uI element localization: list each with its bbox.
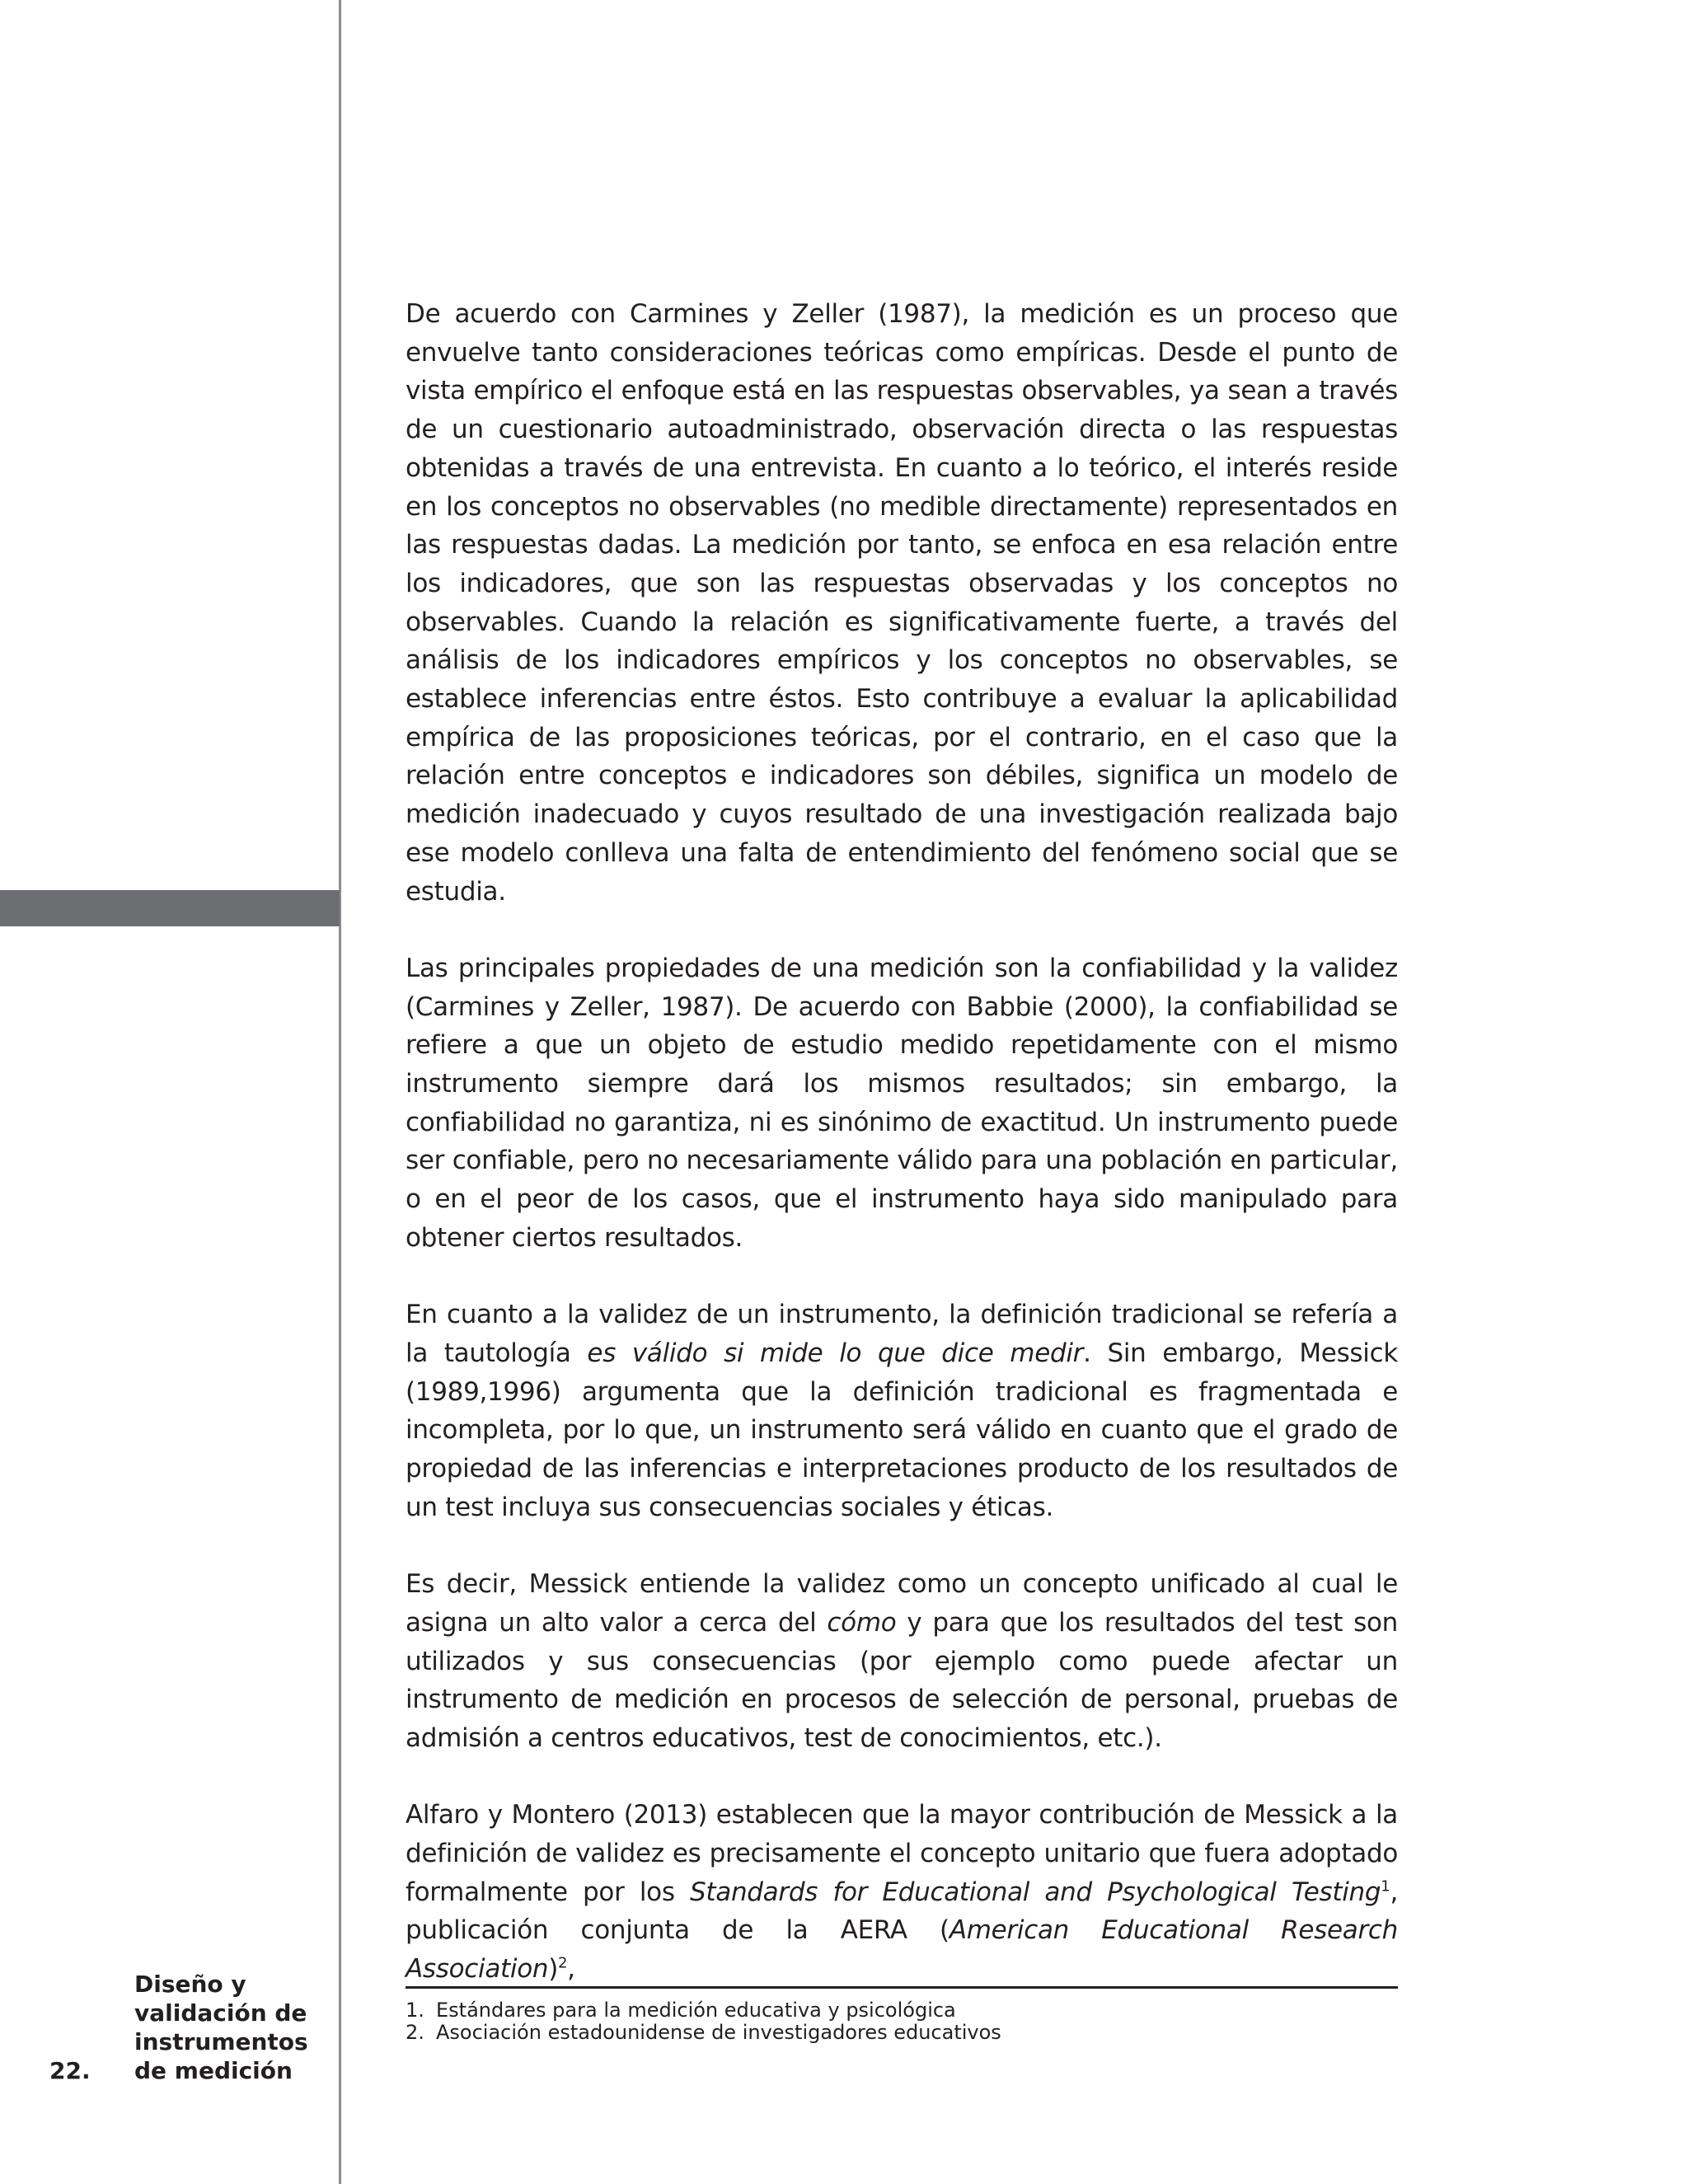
body-text: [406, 295, 1398, 1989]
running-title-line: instrumentos: [134, 2028, 308, 2055]
paragraph-5-text-a: Alfaro y Montero (2013) establecen que la mayor contribución de Messick a la definición de validez es precisamente el concepto unitario que fuera adoptado formalmente por los: [406, 1800, 1398, 1907]
running-title-line: Diseño y: [134, 1971, 246, 1998]
footnote-item: [406, 2022, 1398, 2044]
paragraph-5-italic-aera: American Educational Research Association: [406, 1915, 1398, 1985]
paragraph-4: [406, 1565, 1398, 1758]
margin-divider-line: [339, 0, 341, 2184]
footnote-ref-1: 1: [1381, 1877, 1390, 1896]
running-title: [49, 1970, 330, 2085]
footnotes: [406, 1999, 1398, 2044]
paragraph-5-text-c: ): [548, 1954, 559, 1985]
margin-accent-bar: [0, 890, 340, 926]
footnote-number: 1.: [406, 1999, 424, 2022]
paragraph-4-text-b: y para que los resultados del test son utilizados y sus consecuencias (por ejemplo como puede afectar un instrumento de medición en procesos de selección de personal, pruebas de admisión a centros educativos, test de conocimientos, etc.).: [406, 1607, 1398, 1753]
paragraph-5-text-d: ,: [567, 1954, 575, 1985]
paragraph-3: [406, 1296, 1398, 1526]
paragraph-4-italic: cómo: [827, 1607, 897, 1638]
running-title-last-line: [49, 2056, 330, 2085]
footnote-ref-2: 2: [558, 1954, 568, 1972]
paragraph-4-text-a: Es decir, Messick entiende la validez como un concepto unificado al cual le asigna un alto valor a cerca del: [406, 1569, 1398, 1638]
footnote-item: [406, 1999, 1398, 2022]
footnote-number: 2.: [406, 2021, 424, 2044]
footnote-separator: [406, 1986, 1398, 1989]
paragraph-5-text-b: , publicación conjunta de la AERA (: [406, 1877, 1398, 1946]
footnote-text: Estándares para la medición educativa y psicológica: [436, 1999, 956, 2022]
running-title-line: validación de: [134, 1999, 307, 2027]
paragraph-1: De acuerdo con Carmines y Zeller (1987), la medición es un proceso que envuelve tanto consideraciones teóricas como empíricas. Desde el punto de vista empírico el enfoque está en las respuestas observables, ya sean a través de un cuestionario autoadministrado, observación directa o las respuestas obtenidas a través de una entrevista. En cuanto a lo teórico, el interés reside en los conceptos no observables (no medible directamente) representados en las respuestas dadas. La medición por tanto, se enfoca en esa relación entre los indicadores, que son las respuestas observadas y los conceptos no observables. Cuando la relación es significativamente fuerte, a través del análisis de los indicadores empíricos y los conceptos no observables, se establece inferencias entre éstos. Esto contribuye a evaluar la aplicabilidad empírica de las proposiciones teóricas, por el contrario, en el caso que la relación entre conceptos e indicadores son débiles, significa un modelo de medición inadecuado y cuyos resultado de una investigación realizada bajo ese modelo conlleva una falta de entendimiento del fenómeno social que se estudia.: [406, 299, 1398, 907]
paragraph-5-italic-standards: Standards for Educational and Psychological Testing: [690, 1877, 1381, 1907]
paragraph-2: Las principales propiedades de una medición son la confiabilidad y la validez (Carmines y Zeller, 1987). De acuerdo con Babbie (2000), la confiabilidad se refiere a que un objeto de estudio medido repetidamente con el mismo instrumento siempre dará los mismos resultados; sin embargo, la confiabilidad no garantiza, ni es sinónimo de exactitud. Un instrumento puede ser confiable, pero no necesariamente válido para una población en particular, o en el peor de los casos, que el instrumento haya sido manipulado para obtener ciertos resultados.: [406, 953, 1398, 1253]
paragraph-3-text-a: En cuanto a la validez de un instrumento, la definición tradicional se refería a la tautología: [406, 1300, 1398, 1368]
footnote-text: Asociación estadounidense de investigadores educativos: [436, 2021, 1001, 2044]
page-number: 22.: [49, 2057, 91, 2084]
paragraph-5: [406, 1796, 1398, 1989]
running-title-line: de medición: [134, 2057, 293, 2084]
paragraph-3-text-b: . Sin embargo, Messick (1989,1996) argumenta que la definición tradicional es fragmentada e incompleta, por lo que, un instrumento será válido en cuanto que el grado de propiedad de las inferencias e interpretaciones producto de los resultados de un test incluya sus consecuencias sociales y éticas.: [406, 1338, 1398, 1522]
paragraph-3-italic: es válido si mide lo que dice medir: [587, 1338, 1084, 1368]
